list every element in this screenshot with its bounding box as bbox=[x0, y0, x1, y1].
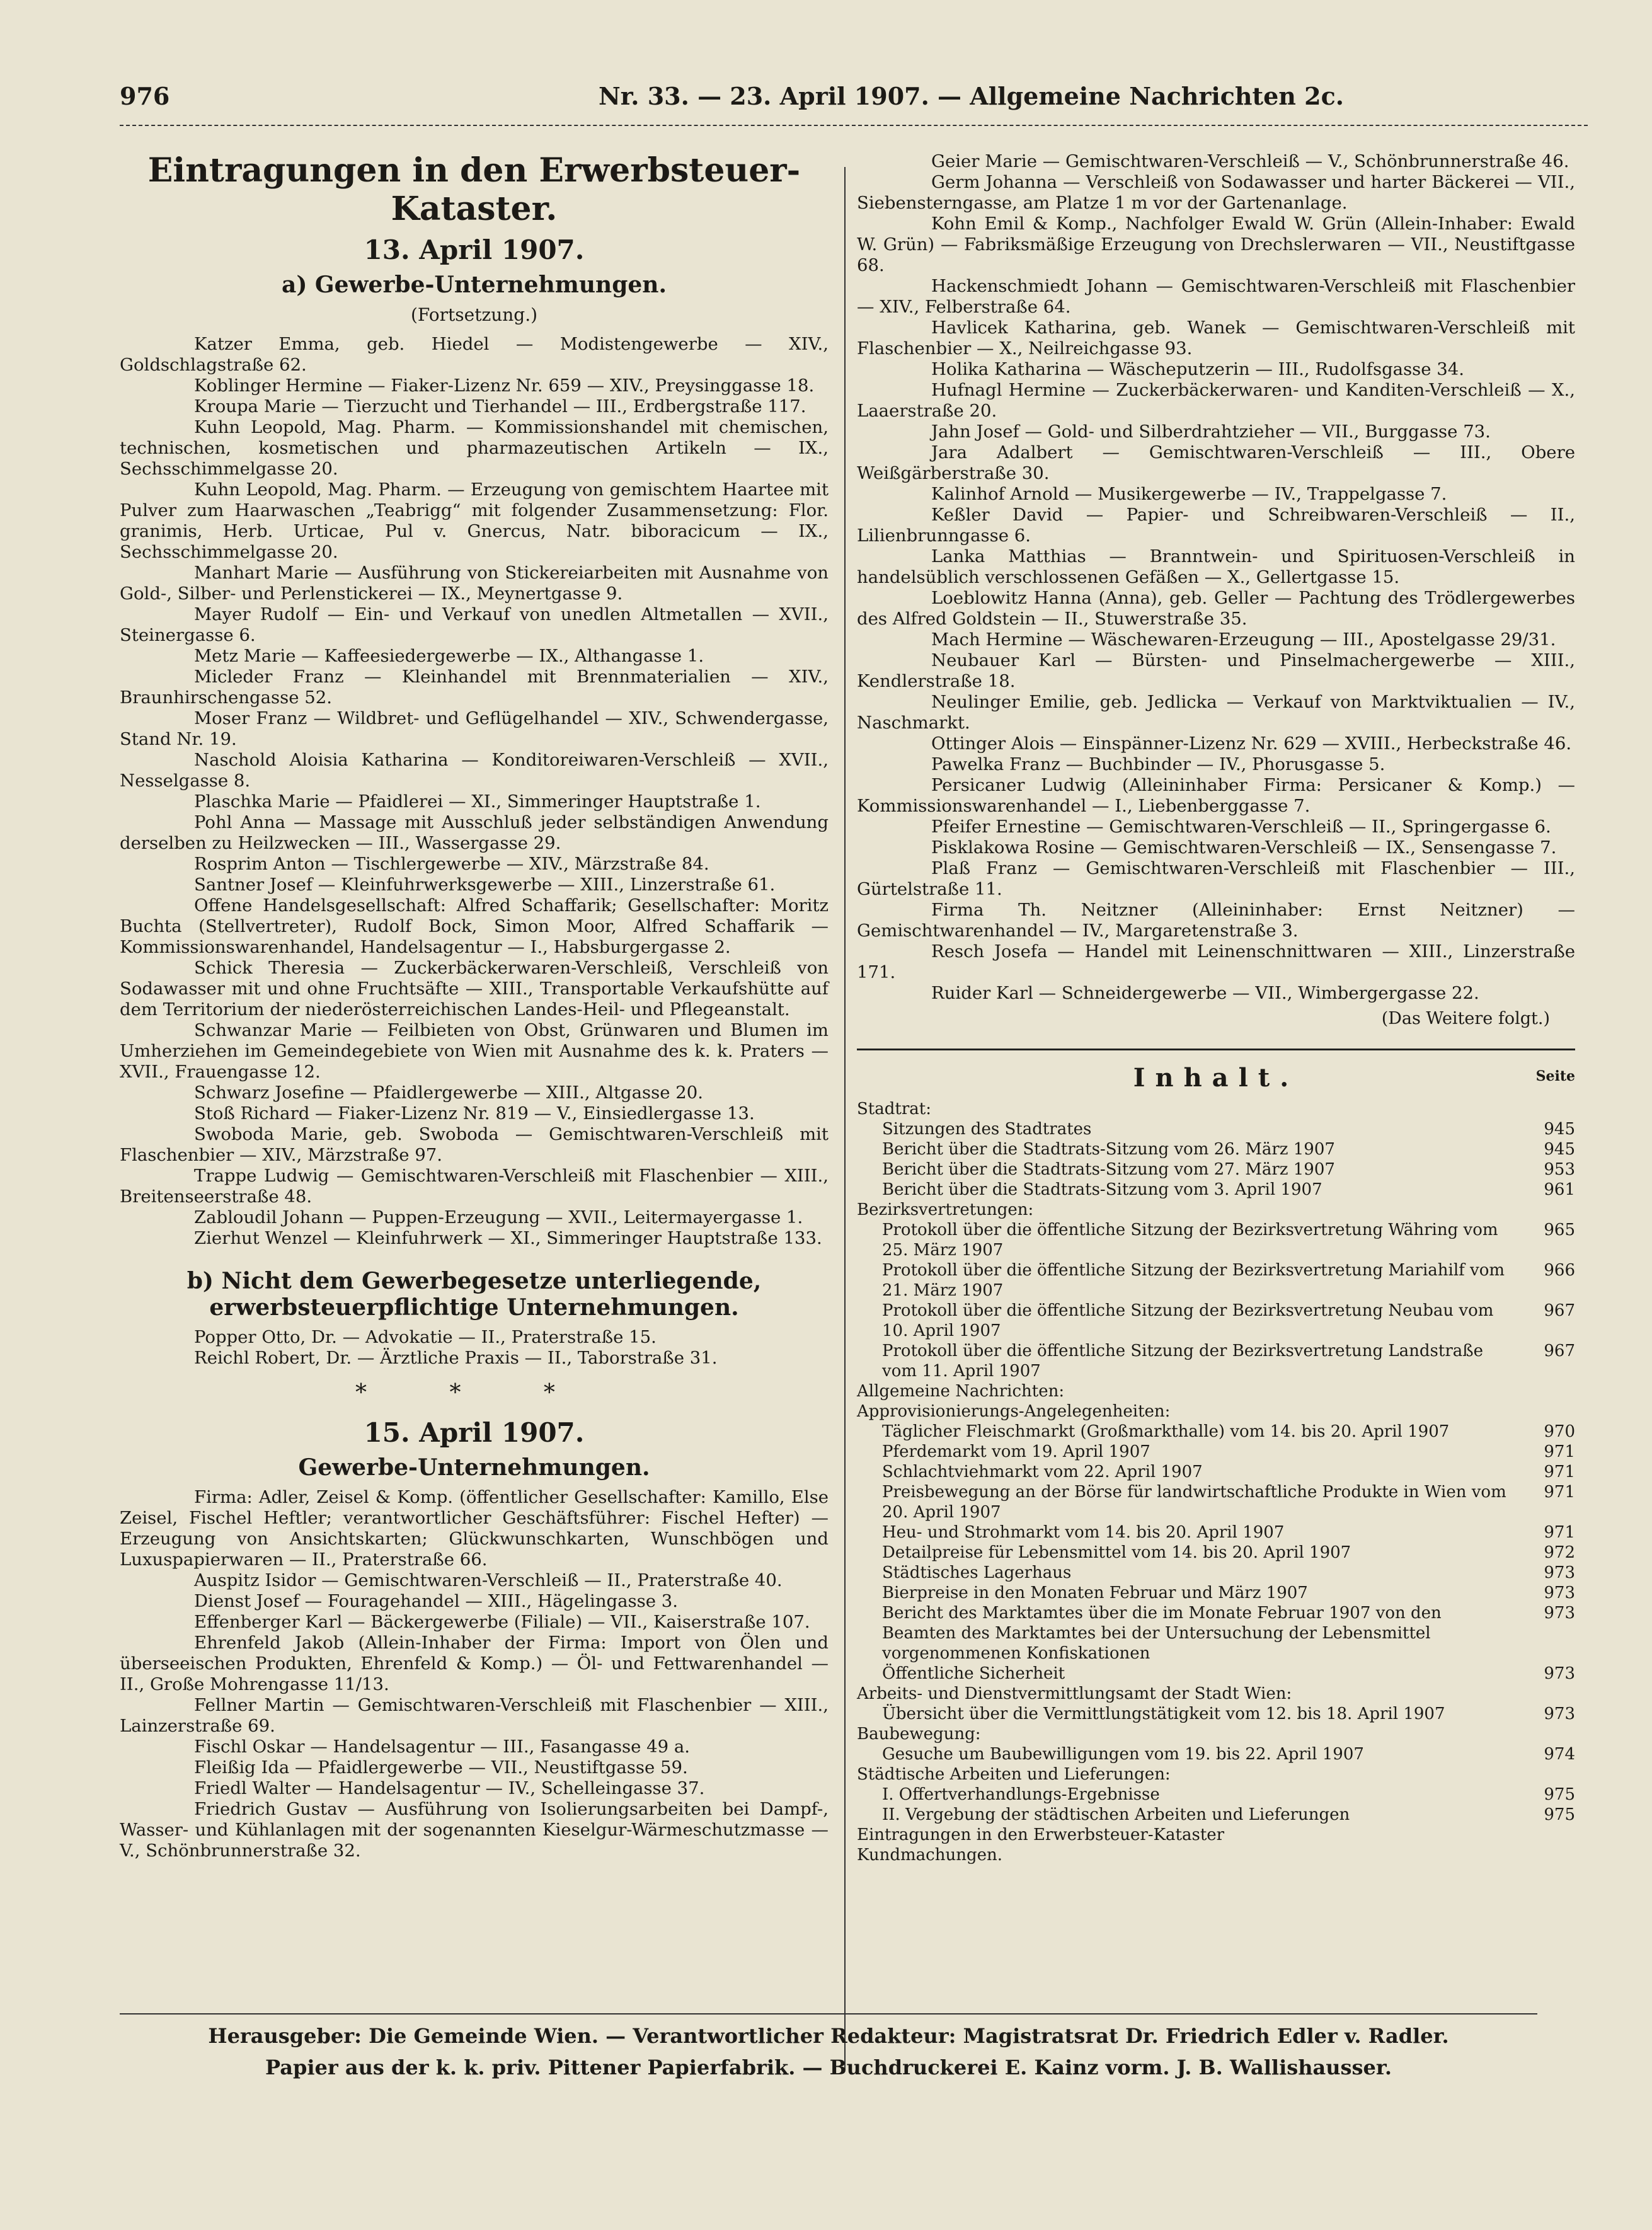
list-item: Dienst Josef — Fouragehandel — XIII., Hägelingasse 3. bbox=[194, 1591, 679, 1611]
toc-title: Bericht über die Stadtrats-Sitzung vom 26. März 1907 bbox=[882, 1140, 1335, 1159]
list-item: Micleder Franz — Kleinhandel mit Brennmaterialien — XIV., Braunhirschengasse 52. bbox=[120, 667, 829, 708]
toc-page: 975 bbox=[1544, 1805, 1575, 1824]
toc-row bbox=[857, 1260, 1575, 1301]
toc-title: Pferdemarkt vom 19. April 1907 bbox=[882, 1442, 1150, 1461]
list-item: Auspitz Isidor — Gemischtwaren-Verschleiß — II., Praterstraße 40. bbox=[194, 1570, 783, 1590]
list-item: Zierhut Wenzel — Kleinfuhrwerk — XI., Simmeringer Hauptstraße 133. bbox=[194, 1228, 822, 1248]
toc-row bbox=[857, 1744, 1575, 1764]
toc-row bbox=[857, 1563, 1575, 1583]
toc-title: Städtisches Lagerhaus bbox=[882, 1563, 1072, 1582]
toc-page: 973 bbox=[1544, 1704, 1575, 1723]
contents-heading: Inhalt. bbox=[1133, 1063, 1299, 1093]
toc-group-label: Eintragungen in den Erwerbsteuer-Kataster bbox=[857, 1825, 1225, 1844]
toc-page: 945 bbox=[1544, 1120, 1575, 1139]
continued-note: (Das Weitere folgt.) bbox=[1381, 1009, 1550, 1028]
toc-row bbox=[857, 1522, 1575, 1543]
toc-page: 973 bbox=[1544, 1604, 1575, 1623]
list-item: Resch Josefa — Handel mit Leinenschnittwaren — XIII., Linzerstraße 171. bbox=[857, 941, 1575, 982]
list-item: Hufnagl Hermine — Zuckerbäckerwaren- und Kanditen-Verschleiß — X., Laaerstraße 20. bbox=[857, 380, 1575, 421]
toc-title: Öffentliche Sicherheit bbox=[882, 1664, 1065, 1683]
toc-page: 974 bbox=[1544, 1745, 1575, 1764]
list-item: Effenberger Karl — Bäckergewerbe (Filiale) — VII., Kaiserstraße 107. bbox=[194, 1612, 810, 1632]
list-item: Santner Josef — Kleinfuhrwerksgewerbe — XIII., Linzerstraße 61. bbox=[194, 875, 776, 895]
toc-title: Protokoll über die öffentliche Sitzung der Bezirksvertretung Landstraße vom 11. April 1907 bbox=[882, 1342, 1484, 1381]
list-item: Plaschka Marie — Pfaidlerei — XI., Simmeringer Hauptstraße 1. bbox=[194, 791, 761, 812]
toc-row bbox=[857, 1220, 1575, 1260]
list-item: Lanka Matthias — Branntwein- und Spirituosen-Verschleiß in handelsüblich verschlossenen Gefäßen — X., Gellertgasse 15. bbox=[857, 546, 1575, 587]
toc-page: 971 bbox=[1544, 1523, 1575, 1542]
toc-title: Sitzungen des Stadtrates bbox=[882, 1120, 1092, 1139]
toc-title: Bericht über die Stadtrats-Sitzung vom 3. April 1907 bbox=[882, 1180, 1322, 1199]
toc-row bbox=[857, 1422, 1575, 1442]
toc-group-label: Bezirksvertretungen: bbox=[857, 1200, 1034, 1219]
toc-row bbox=[857, 1482, 1575, 1522]
list-item: Koblinger Hermine — Fiaker-Lizenz Nr. 659 — XIV., Preysinggasse 18. bbox=[194, 376, 815, 396]
toc-row bbox=[857, 1301, 1575, 1341]
entries-b bbox=[120, 1327, 829, 1369]
list-item: Moser Franz — Wildbret- und Geflügelhandel — XIV., Schwendergasse, Stand Nr. 19. bbox=[120, 708, 829, 749]
list-item: Manhart Marie — Ausführung von Stickereiarbeiten mit Ausnahme von Gold-, Silber- und Perlenstickerei — IX., Meynertgasse 9. bbox=[120, 563, 829, 604]
toc-page: 945 bbox=[1544, 1140, 1575, 1159]
list-item: Keßler David — Papier- und Schreibwaren-Verschleiß — II., Lilienbrunngasse 6. bbox=[857, 505, 1575, 546]
toc-row bbox=[857, 1785, 1575, 1805]
page-number: 976 bbox=[120, 82, 170, 110]
toc-row bbox=[857, 1159, 1575, 1180]
toc-group-label: Arbeits- und Dienstvermittlungsamt der Stadt Wien: bbox=[857, 1684, 1292, 1703]
toc-title: Bericht über die Stadtrats-Sitzung vom 27. März 1907 bbox=[882, 1160, 1335, 1179]
toc-page: 973 bbox=[1544, 1664, 1575, 1683]
list-item: Fischl Oskar — Handelsagentur — III., Fasangasse 49 a. bbox=[194, 1737, 690, 1757]
list-item: Friedl Walter — Handelsagentur — IV., Schelleingasse 37. bbox=[194, 1778, 705, 1798]
toc-group-label: Approvisionierungs-Angelegenheiten: bbox=[857, 1402, 1171, 1421]
list-item: Jara Adalbert — Gemischtwaren-Verschleiß — III., Obere Weißgärberstraße 30. bbox=[857, 442, 1575, 483]
list-item: Persicaner Ludwig (Alleininhaber Firma: Persicaner & Komp.) — Kommissionswarenhandel — I., Liebenberggasse 7. bbox=[857, 775, 1575, 816]
section-c-heading: Gewerbe-Unternehmungen. bbox=[298, 1454, 650, 1481]
section-b-heading: b) Nicht dem Gewerbegesetze unterliegende, erwerbsteuerpflichtige Unternehmungen. bbox=[186, 1268, 762, 1321]
section-heading: Eintragungen in den Erwerbsteuer-Kataster. bbox=[147, 151, 801, 228]
list-item: Fellner Martin — Gemischtwaren-Verschleiß mit Flaschenbier — XIII., Lainzerstraße 69. bbox=[120, 1695, 829, 1736]
toc-page: 953 bbox=[1544, 1160, 1575, 1179]
date-heading-15-april: 15. April 1907. bbox=[364, 1417, 585, 1448]
contents-title bbox=[857, 1063, 1575, 1093]
page-column-label: Seite bbox=[1535, 1068, 1575, 1084]
list-item: Firma: Adler, Zeisel & Komp. (öffentlicher Gesellschafter: Kamillo, Else Zeisel, Fischel Heftler; verantwortlicher Geschäftsführer: Fischel Hefter) — Erzeugung von Ansichtskarten; Glückwunschkarten, Wunschbögen und Luxuspapierwaren — II., Praterstraße 66. bbox=[120, 1487, 829, 1570]
toc-group-label: Kundmachungen. bbox=[857, 1846, 1002, 1865]
toc-row bbox=[857, 1603, 1575, 1664]
list-item: Offene Handelsgesellschaft: Alfred Schaffarik; Gesellschafter: Moritz Buchta (Stellvertreter), Rudolf Bock, Simon Moor, Alfred Schaffarik — Kommissionswarenhandel, Handelsagentur — I., Habsburgergasse 2. bbox=[120, 895, 829, 957]
toc-title: Bericht des Marktamtes über die im Monate Februar 1907 von den Beamten des Marktamtes bei der Untersuchung der Lebensmittel vorgenommenen Konfiskationen bbox=[882, 1604, 1442, 1663]
column-divider bbox=[844, 167, 846, 2070]
list-item: Schick Theresia — Zuckerbäckerwaren-Verschleiß, Verschleiß von Sodawasser mit und ohne Fruchtsäfte — XIII., Transportable Verkaufshütte auf dem Territorium der niederösterreichischen Landes-Heil- und Pflegeanstalt. bbox=[120, 958, 829, 1020]
list-item: Holika Katharina — Wäscheputzerin — III., Rudolfsgasse 34. bbox=[931, 359, 1465, 379]
toc-row bbox=[857, 1583, 1575, 1603]
toc-page: 971 bbox=[1544, 1442, 1575, 1461]
list-item: Ehrenfeld Jakob (Allein-Inhaber der Firma: Import von Ölen und überseeischen Produkten, Ehrenfeld & Komp.) — Öl- und Fettwarenhandel — II., Große Mohrengasse 11/13. bbox=[120, 1633, 829, 1694]
toc-title: Heu- und Strohmarkt vom 14. bis 20. April 1907 bbox=[882, 1523, 1285, 1542]
list-item: Pisklakowa Rosine — Gemischtwaren-Verschleiß — IX., Sensengasse 7. bbox=[931, 837, 1557, 858]
list-item: Fleißig Ida — Pfaidlergewerbe — VII., Neustiftgasse 59. bbox=[194, 1757, 688, 1778]
list-item: Ottinger Alois — Einspänner-Lizenz Nr. 629 — XVIII., Herbeckstraße 46. bbox=[931, 733, 1572, 754]
toc-page: 973 bbox=[1544, 1583, 1575, 1602]
continuation-note: (Fortsetzung.) bbox=[410, 304, 538, 325]
contents-divider bbox=[857, 1049, 1575, 1050]
date-heading-13-april: 13. April 1907. bbox=[364, 234, 585, 265]
toc-page: 961 bbox=[1544, 1180, 1575, 1199]
toc-group-label: Städtische Arbeiten und Lieferungen: bbox=[857, 1765, 1171, 1784]
toc-page: 971 bbox=[1544, 1483, 1575, 1502]
toc-row bbox=[857, 1119, 1575, 1139]
toc-row bbox=[857, 1180, 1575, 1200]
toc-title: Übersicht über die Vermittlungstätigkeit vom 12. bis 18. April 1907 bbox=[882, 1704, 1445, 1723]
list-item: Kroupa Marie — Tierzucht und Tierhandel — III., Erdbergstraße 117. bbox=[194, 396, 806, 417]
toc-title: Detailpreise für Lebensmittel vom 14. bis 20. April 1907 bbox=[882, 1543, 1351, 1562]
list-item: Reichl Robert, Dr. — Ärztliche Praxis — II., Taborstraße 31. bbox=[194, 1348, 718, 1368]
toc-page: 971 bbox=[1544, 1463, 1575, 1481]
header-divider bbox=[120, 125, 1588, 126]
issue-title: Nr. 33. — 23. April 1907. — Allgemeine Nachrichten 2c. bbox=[599, 82, 1344, 110]
toc-page: 972 bbox=[1544, 1543, 1575, 1562]
toc-title: Preisbewegung an der Börse für landwirtschaftliche Produkte in Wien vom 20. April 1907 bbox=[882, 1483, 1506, 1522]
toc-row bbox=[857, 1341, 1575, 1381]
page-header bbox=[120, 74, 1537, 118]
toc-title: Protokoll über die öffentliche Sitzung der Bezirksvertretung Neubau vom 10. April 1907 bbox=[882, 1301, 1494, 1340]
list-item: Havlicek Katharina, geb. Wanek — Gemischtwaren-Verschleiß mit Flaschenbier — X., Neilreichgasse 93. bbox=[857, 318, 1575, 359]
entries-a bbox=[120, 334, 829, 1249]
list-item: Plaß Franz — Gemischtwaren-Verschleiß mit Flaschenbier — III., Gürtelstraße 11. bbox=[857, 858, 1575, 899]
list-item: Katzer Emma, geb. Hiedel — Modistengewerbe — XIV., Goldschlagstraße 62. bbox=[120, 334, 829, 375]
asterism: * * * bbox=[355, 1380, 593, 1406]
list-item: Kuhn Leopold, Mag. Pharm. — Erzeugung von gemischtem Haartee mit Pulver zum Haarwaschen „Teabrigg“ mit folgender Zusammensetzung: Flor. granimis, Herb. Urticae, Pul v. Gnercus, Natr. biboracicum — IX., Sechsschimmelgasse 20. bbox=[120, 480, 829, 562]
footer-divider bbox=[120, 2013, 1537, 2014]
toc-title: Bierpreise in den Monaten Februar und März 1907 bbox=[882, 1583, 1308, 1602]
toc-group-label: Stadtrat: bbox=[857, 1100, 931, 1118]
toc-row bbox=[857, 1664, 1575, 1684]
toc-title: II. Vergebung der städtischen Arbeiten und Lieferungen bbox=[882, 1805, 1350, 1824]
list-item: Schwarz Josefine — Pfaidlergewerbe — XIII., Altgasse 20. bbox=[194, 1083, 704, 1103]
toc-page: 965 bbox=[1544, 1221, 1575, 1239]
toc-page: 967 bbox=[1544, 1301, 1575, 1320]
toc-title: Protokoll über die öffentliche Sitzung der Bezirksvertretung Währing vom 25. März 1907 bbox=[882, 1221, 1498, 1260]
list-item: Mach Hermine — Wäschewaren-Erzeugung — III., Apostelgasse 29/31. bbox=[931, 629, 1556, 650]
toc-group-label: Allgemeine Nachrichten: bbox=[857, 1382, 1065, 1401]
list-item: Geier Marie — Gemischtwaren-Verschleiß — V., Schönbrunnerstraße 46. bbox=[931, 151, 1569, 171]
list-item: Stoß Richard — Fiaker-Lizenz Nr. 819 — V., Einsiedlergasse 13. bbox=[194, 1103, 755, 1124]
section-a-heading: a) Gewerbe-Unternehmungen. bbox=[282, 272, 667, 298]
list-item: Neulinger Emilie, geb. Jedlicka — Verkauf von Marktviktualien — IV., Naschmarkt. bbox=[857, 692, 1575, 733]
list-item: Schwanzar Marie — Feilbieten von Obst, Grünwaren und Blumen im Umherziehen im Gemeindegebiete von Wien mit Ausnahme des k. k. Praters — XVII., Frauengasse 12. bbox=[120, 1020, 829, 1082]
toc-row bbox=[857, 1139, 1575, 1159]
toc-page: 975 bbox=[1544, 1785, 1575, 1804]
toc-page: 973 bbox=[1544, 1563, 1575, 1582]
toc-row bbox=[857, 1704, 1575, 1724]
list-item: Swoboda Marie, geb. Swoboda — Gemischtwaren-Verschleiß mit Flaschenbier — XIV., Märzstraße 97. bbox=[120, 1124, 829, 1165]
list-item: Hackenschmiedt Johann — Gemischtwaren-Verschleiß mit Flaschenbier — XIV., Felberstraße 64. bbox=[857, 276, 1575, 317]
list-item: Naschold Aloisia Katharina — Konditoreiwaren-Verschleiß — XVII., Nesselgasse 8. bbox=[120, 750, 829, 791]
right-column bbox=[857, 151, 1575, 1865]
toc-page: 967 bbox=[1544, 1342, 1575, 1360]
toc-title: Protokoll über die öffentliche Sitzung der Bezirksvertretung Mariahilf vom 21. März 1907 bbox=[882, 1261, 1505, 1300]
toc-page: 966 bbox=[1544, 1261, 1575, 1280]
list-item: Zabloudil Johann — Puppen-Erzeugung — XVII., Leitermayergasse 1. bbox=[194, 1207, 803, 1227]
table-of-contents bbox=[857, 1099, 1575, 1865]
toc-row bbox=[857, 1805, 1575, 1825]
toc-title: Gesuche um Baubewilligungen vom 19. bis 22. April 1907 bbox=[882, 1745, 1364, 1764]
list-item: Pohl Anna — Massage mit Ausschluß jeder selbständigen Anwendung derselben zu Heilzwecken — III., Wassergasse 29. bbox=[120, 812, 829, 853]
list-item: Kuhn Leopold, Mag. Pharm. — Kommissionshandel mit chemischen, technischen, kosmetischen und pharmazeutischen Artikeln — IX., Sechsschimmelgasse 20. bbox=[120, 417, 829, 479]
toc-row bbox=[857, 1462, 1575, 1482]
entries-c bbox=[120, 1487, 829, 1861]
list-item: Loeblowitz Hanna (Anna), geb. Geller — Pachtung des Trödlergewerbes des Alfred Goldstein — II., Stuwerstraße 35. bbox=[857, 588, 1575, 629]
list-item: Firma Th. Neitzner (Alleininhaber: Ernst Neitzner) — Gemischtwarenhandel — IV., Margaretenstraße 3. bbox=[857, 900, 1575, 941]
toc-title: I. Offertverhandlungs-Ergebnisse bbox=[882, 1785, 1160, 1804]
list-item: Popper Otto, Dr. — Advokatie — II., Praterstraße 15. bbox=[194, 1327, 657, 1347]
publisher-line: Herausgeber: Die Gemeinde Wien. — Verantwortlicher Redakteur: Magistratsrat Dr. Friedrich Edler v. Radler. bbox=[208, 2024, 1449, 2048]
list-item: Germ Johanna — Verschleiß von Sodawasser und harter Bäckerei — VII., Siebensterngasse, am Platze 1 m vor der Gartenanlage. bbox=[857, 172, 1575, 213]
list-item: Ruider Karl — Schneidergewerbe — VII., Wimbergergasse 22. bbox=[931, 983, 1479, 1003]
list-item: Pawelka Franz — Buchbinder — IV., Phorusgasse 5. bbox=[931, 754, 1385, 774]
list-item: Trappe Ludwig — Gemischtwaren-Verschleiß mit Flaschenbier — XIII., Breitenseerstraße 48. bbox=[120, 1166, 829, 1207]
toc-group-label: Baubewegung: bbox=[857, 1725, 981, 1744]
toc-title: Schlachtviehmarkt vom 22. April 1907 bbox=[882, 1463, 1203, 1481]
list-item: Metz Marie — Kaffeesiedergewerbe — IX., Althangasse 1. bbox=[194, 646, 704, 666]
entries-right bbox=[857, 151, 1575, 1004]
list-item: Kalinhof Arnold — Musikergewerbe — IV., Trappelgasse 7. bbox=[931, 484, 1447, 504]
list-item: Kohn Emil & Komp., Nachfolger Ewald W. Grün (Allein-Inhaber: Ewald W. Grün) — Fabriksmäßige Erzeugung von Drechslerwaren — VII., Neustiftgasse 68. bbox=[857, 214, 1575, 275]
toc-row bbox=[857, 1442, 1575, 1462]
toc-title: Täglicher Fleischmarkt (Großmarkthalle) vom 14. bis 20. April 1907 bbox=[882, 1422, 1450, 1441]
toc-row bbox=[857, 1543, 1575, 1563]
list-item: Neubauer Karl — Bürsten- und Pinselmachergewerbe — XIII., Kendlerstraße 18. bbox=[857, 650, 1575, 691]
list-item: Mayer Rudolf — Ein- und Verkauf von unedlen Altmetallen — XVII., Steinergasse 6. bbox=[120, 604, 829, 645]
toc-page: 970 bbox=[1544, 1422, 1575, 1441]
left-column bbox=[120, 151, 829, 1861]
list-item: Jahn Josef — Gold- und Silberdrahtzieher — VII., Burggasse 73. bbox=[931, 422, 1491, 442]
list-item: Pfeifer Ernestine — Gemischtwaren-Verschleiß — II., Springergasse 6. bbox=[931, 817, 1551, 837]
list-item: Friedrich Gustav — Ausführung von Isolierungsarbeiten bei Dampf-, Wasser- und Kühlanlagen mit der sogenannten Kieselgur-Wärmeschutzmasse — V., Schönbrunnerstraße 32. bbox=[120, 1799, 829, 1861]
printer-line: Papier aus der k. k. priv. Pittener Papierfabrik. — Buchdruckerei E. Kainz vorm. J. B. Wallishausser. bbox=[265, 2055, 1392, 2079]
list-item: Rosprim Anton — Tischlergewerbe — XIV., Märzstraße 84. bbox=[194, 854, 709, 874]
